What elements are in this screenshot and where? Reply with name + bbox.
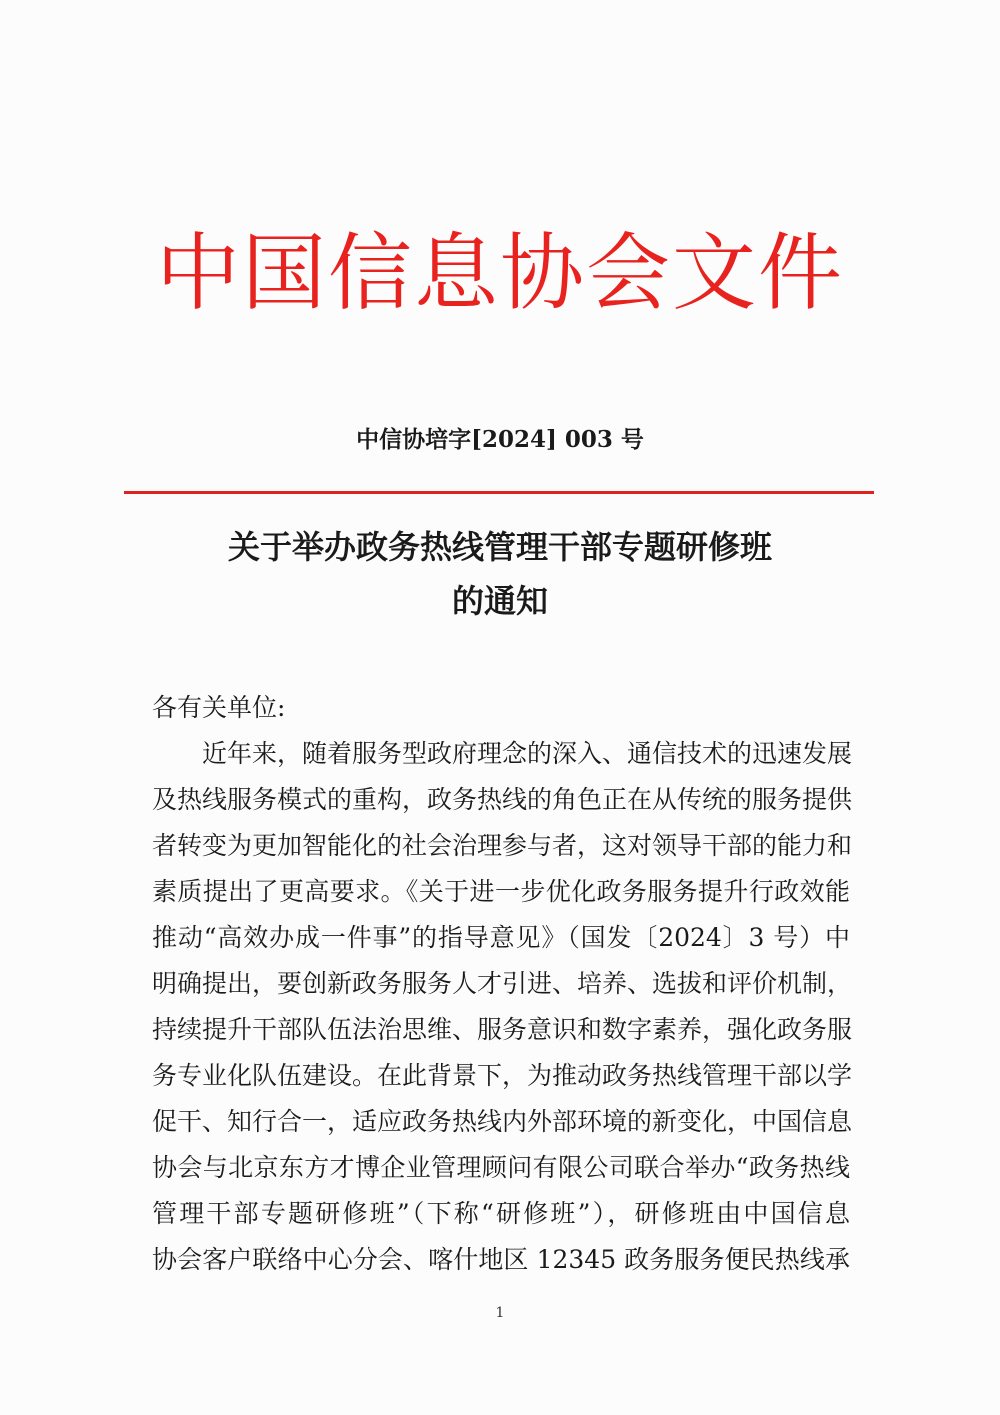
- body-text-line: 明确提出，要创新政务服务人才引进、培养、选拔和评价机制，: [152, 969, 853, 998]
- document-masthead: 中国信息协会文件: [155, 224, 844, 322]
- notice-title-line-1: 关于举办政务热线管理干部专题研修班: [227, 528, 772, 566]
- body-text-line: 务专业化队伍建设。在此背景下，为推动政务热线管理干部以学: [152, 1061, 853, 1090]
- body-text-line: 素质提出了更高要求。《关于进一步优化政务服务提升行政效能: [152, 877, 850, 906]
- body-text-line: 协会客户联络中心分会、喀什地区 12345 政务服务便民热线承: [152, 1245, 850, 1274]
- body-text-line: 促干、知行合一，适应政务热线内外部环境的新变化，中国信息: [152, 1107, 853, 1136]
- salutation: 各有关单位:: [152, 693, 286, 722]
- red-divider-line: [124, 491, 874, 494]
- body-text-line: 者转变为更加智能化的社会治理参与者，这对领导干部的能力和: [152, 831, 853, 860]
- body-text-line: 管理干部专题研修班”（下称“研修班”），研修班由中国信息: [152, 1199, 850, 1228]
- notice-title-line-2: 的通知: [451, 582, 548, 620]
- body-text-line: 近年来，随着服务型政府理念的深入、通信技术的迅速发展: [202, 739, 853, 768]
- document-number: 中信协培字[2024] 003 号: [356, 426, 644, 453]
- body-text-line: 持续提升干部队伍法治思维、服务意识和数字素养，强化政务服: [152, 1015, 853, 1044]
- body-text-line: 及热线服务模式的重构，政务热线的角色正在从传统的服务提供: [152, 785, 853, 814]
- body-text-line: 协会与北京东方才博企业管理顾问有限公司联合举办“政务热线: [152, 1153, 850, 1182]
- page-number: 1: [495, 1305, 505, 1321]
- body-text-line: 推动“高效办成一件事”的指导意见》（国发〔2024〕3 号）中: [152, 923, 850, 952]
